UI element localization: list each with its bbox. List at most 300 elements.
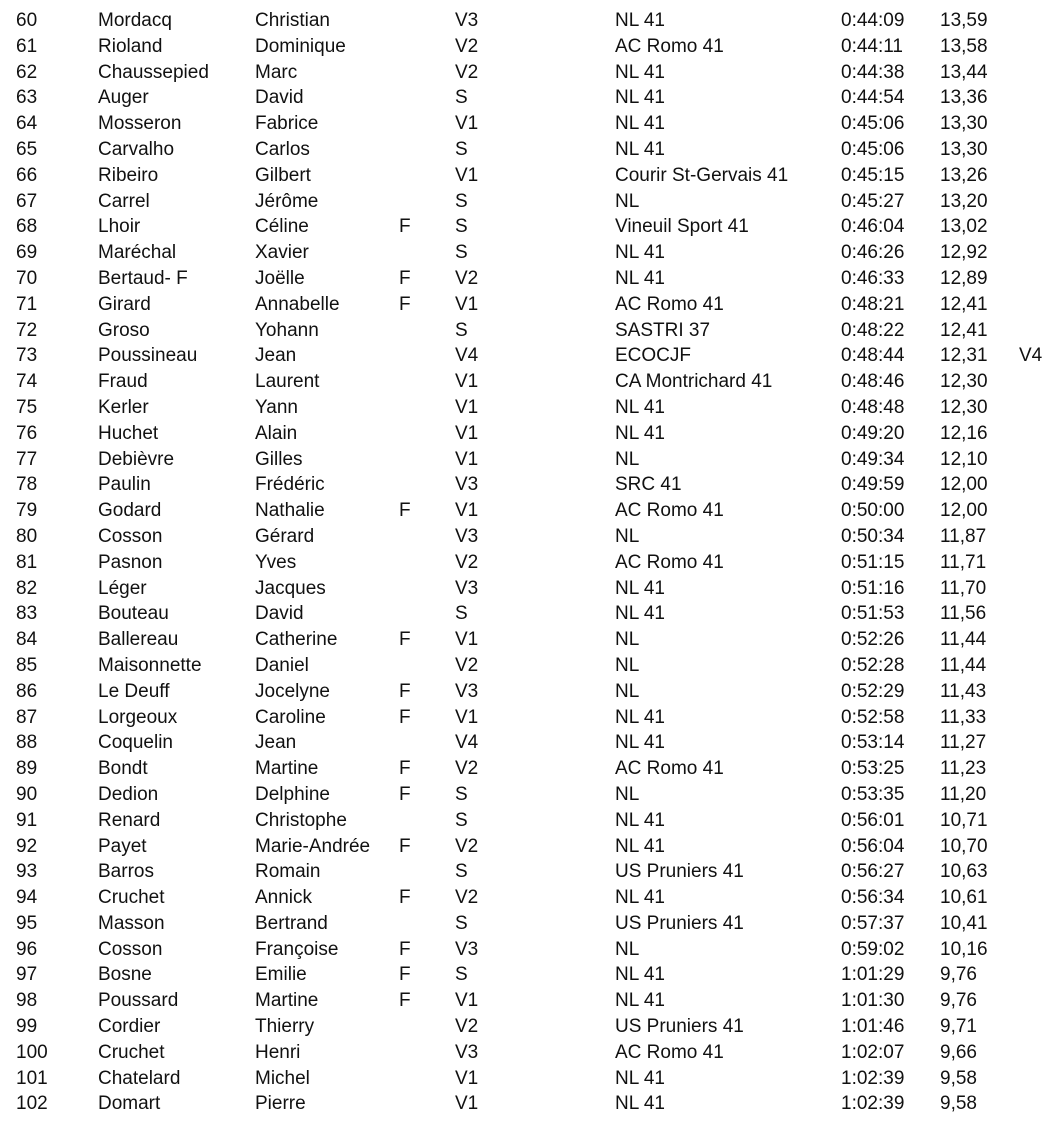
time-cell: 0:49:34	[841, 448, 905, 470]
table-row	[0, 472, 1057, 498]
time-cell: 1:02:07	[841, 1041, 905, 1063]
rank-cell: 86	[16, 680, 38, 702]
table-row	[0, 85, 1057, 111]
club-cell: NL	[615, 938, 640, 960]
category-cell: V1	[455, 990, 479, 1012]
sex-cell: F	[399, 758, 411, 780]
time-cell: 0:59:02	[841, 938, 905, 960]
rank-cell: 60	[16, 10, 38, 31]
table-row	[0, 137, 1057, 163]
club-cell: ECOCJF	[615, 345, 691, 367]
speed-cell: 13,20	[940, 190, 988, 212]
category-cell: S	[455, 242, 468, 264]
club-cell: NL 41	[615, 242, 665, 264]
last-name-cell: Léger	[98, 577, 147, 599]
category-cell: V1	[455, 1093, 479, 1115]
speed-cell: 9,58	[940, 1067, 977, 1089]
time-cell: 0:53:35	[841, 783, 905, 805]
last-name-cell: Huchet	[98, 422, 159, 444]
time-cell: 0:53:25	[841, 758, 905, 780]
rank-cell: 81	[16, 551, 38, 573]
rank-cell: 91	[16, 809, 38, 831]
last-name-cell: Cordier	[98, 1016, 161, 1038]
time-cell: 1:02:39	[841, 1067, 905, 1089]
last-name-cell: Mordacq	[98, 10, 172, 31]
category-cell: S	[455, 809, 468, 831]
time-cell: 0:48:22	[841, 319, 905, 341]
first-name-cell: Martine	[255, 758, 319, 780]
last-name-cell: Mosseron	[98, 113, 182, 135]
speed-cell: 12,30	[940, 396, 988, 418]
first-name-cell: Gilbert	[255, 164, 311, 186]
speed-cell: 13,02	[940, 216, 988, 238]
category-cell: S	[455, 603, 468, 625]
club-cell: NL	[615, 654, 640, 676]
category-cell: V1	[455, 706, 479, 728]
time-cell: 0:56:34	[841, 887, 905, 909]
table-row	[0, 576, 1057, 602]
club-cell: AC Romo 41	[615, 293, 724, 315]
time-cell: 0:52:28	[841, 654, 905, 676]
first-name-cell: Daniel	[255, 654, 309, 676]
category-cell: S	[455, 861, 468, 883]
table-row	[0, 601, 1057, 627]
last-name-cell: Bouteau	[98, 603, 169, 625]
last-name-cell: Ballereau	[98, 629, 179, 651]
club-cell: CA Montrichard 41	[615, 371, 773, 393]
note-cell: V4	[1019, 345, 1043, 367]
rank-cell: 63	[16, 87, 38, 109]
category-cell: V1	[455, 629, 479, 651]
club-cell: NL 41	[615, 603, 665, 625]
rank-cell: 70	[16, 267, 38, 289]
first-name-cell: Thierry	[255, 1016, 315, 1038]
table-row	[0, 1014, 1057, 1040]
first-name-cell: Annick	[255, 887, 313, 909]
last-name-cell: Poussineau	[98, 345, 198, 367]
rank-cell: 74	[16, 371, 38, 393]
first-name-cell: Jacques	[255, 577, 326, 599]
speed-cell: 13,59	[940, 10, 988, 31]
club-cell: NL	[615, 629, 640, 651]
first-name-cell: Céline	[255, 216, 309, 238]
speed-cell: 13,30	[940, 113, 988, 135]
rank-cell: 98	[16, 990, 38, 1012]
table-row	[0, 447, 1057, 473]
first-name-cell: Catherine	[255, 629, 338, 651]
category-cell: S	[455, 138, 468, 160]
table-row	[0, 679, 1057, 705]
last-name-cell: Lorgeoux	[98, 706, 178, 728]
table-row	[0, 756, 1057, 782]
speed-cell: 13,26	[940, 164, 988, 186]
rank-cell: 90	[16, 783, 38, 805]
speed-cell: 10,16	[940, 938, 988, 960]
speed-cell: 12,30	[940, 371, 988, 393]
table-row	[0, 653, 1057, 679]
category-cell: V2	[455, 551, 479, 573]
rank-cell: 82	[16, 577, 38, 599]
table-row	[0, 962, 1057, 988]
speed-cell: 11,23	[940, 758, 987, 780]
category-cell: V3	[455, 525, 479, 547]
time-cell: 0:52:58	[841, 706, 905, 728]
last-name-cell: Barros	[98, 861, 154, 883]
table-row	[0, 60, 1057, 86]
category-cell: V2	[455, 267, 479, 289]
speed-cell: 13,44	[940, 61, 988, 83]
club-cell: NL 41	[615, 1093, 665, 1115]
last-name-cell: Le Deuff	[98, 680, 170, 702]
first-name-cell: Alain	[255, 422, 298, 444]
category-cell: S	[455, 912, 468, 934]
speed-cell: 12,00	[940, 474, 988, 496]
category-cell: S	[455, 964, 468, 986]
sex-cell: F	[399, 629, 411, 651]
club-cell: NL 41	[615, 267, 665, 289]
speed-cell: 12,16	[940, 422, 988, 444]
club-cell: Vineuil Sport 41	[615, 216, 749, 238]
table-row	[0, 1091, 1057, 1117]
category-cell: V3	[455, 1041, 479, 1063]
first-name-cell: Françoise	[255, 938, 339, 960]
category-cell: V3	[455, 577, 479, 599]
rank-cell: 85	[16, 654, 38, 676]
table-row	[0, 34, 1057, 60]
club-cell: US Pruniers 41	[615, 1016, 744, 1038]
rank-cell: 73	[16, 345, 38, 367]
last-name-cell: Ribeiro	[98, 164, 159, 186]
time-cell: 0:56:04	[841, 835, 905, 857]
rank-cell: 88	[16, 732, 38, 754]
last-name-cell: Chaussepied	[98, 61, 209, 83]
table-row	[0, 937, 1057, 963]
time-cell: 0:45:27	[841, 190, 905, 212]
time-cell: 0:45:06	[841, 138, 905, 160]
club-cell: NL 41	[615, 964, 665, 986]
speed-cell: 10,63	[940, 861, 988, 883]
speed-cell: 12,41	[940, 319, 988, 341]
club-cell: US Pruniers 41	[615, 861, 744, 883]
speed-cell: 9,66	[940, 1041, 977, 1063]
speed-cell: 12,10	[940, 448, 988, 470]
time-cell: 0:44:54	[841, 87, 905, 109]
last-name-cell: Cosson	[98, 938, 163, 960]
table-row	[0, 782, 1057, 808]
last-name-cell: Maisonnette	[98, 654, 202, 676]
category-cell: S	[455, 190, 468, 212]
club-cell: NL 41	[615, 10, 665, 31]
first-name-cell: Frédéric	[255, 474, 325, 496]
first-name-cell: Gérard	[255, 525, 315, 547]
time-cell: 0:50:34	[841, 525, 905, 547]
time-cell: 0:52:29	[841, 680, 905, 702]
rank-cell: 93	[16, 861, 38, 883]
time-cell: 0:46:26	[841, 242, 905, 264]
sex-cell: F	[399, 887, 411, 909]
club-cell: NL 41	[615, 887, 665, 909]
first-name-cell: Bertrand	[255, 912, 328, 934]
last-name-cell: Kerler	[98, 396, 149, 418]
first-name-cell: Nathalie	[255, 500, 325, 522]
first-name-cell: Fabrice	[255, 113, 319, 135]
time-cell: 0:49:20	[841, 422, 905, 444]
rank-cell: 79	[16, 500, 38, 522]
last-name-cell: Godard	[98, 500, 162, 522]
time-cell: 0:46:33	[841, 267, 905, 289]
rank-cell: 84	[16, 629, 38, 651]
table-row	[0, 730, 1057, 756]
last-name-cell: Bosne	[98, 964, 152, 986]
sex-cell: F	[399, 706, 411, 728]
time-cell: 0:50:00	[841, 500, 905, 522]
time-cell: 0:51:15	[841, 551, 905, 573]
sex-cell: F	[399, 938, 411, 960]
last-name-cell: Maréchal	[98, 242, 177, 264]
time-cell: 0:46:04	[841, 216, 905, 238]
last-name-cell: Girard	[98, 293, 151, 315]
rank-cell: 61	[16, 35, 38, 57]
club-cell: SRC 41	[615, 474, 682, 496]
category-cell: V1	[455, 371, 479, 393]
category-cell: V4	[455, 732, 479, 754]
time-cell: 1:01:30	[841, 990, 905, 1012]
table-row	[0, 8, 1057, 34]
club-cell: NL 41	[615, 138, 665, 160]
last-name-cell: Poussard	[98, 990, 179, 1012]
first-name-cell: Jérôme	[255, 190, 319, 212]
sex-cell: F	[399, 216, 411, 238]
first-name-cell: Michel	[255, 1067, 310, 1089]
table-row	[0, 1066, 1057, 1092]
time-cell: 0:45:06	[841, 113, 905, 135]
last-name-cell: Bondt	[98, 758, 148, 780]
sex-cell: F	[399, 267, 411, 289]
table-row	[0, 214, 1057, 240]
category-cell: V2	[455, 887, 479, 909]
category-cell: V3	[455, 10, 479, 31]
rank-cell: 67	[16, 190, 38, 212]
last-name-cell: Renard	[98, 809, 161, 831]
time-cell: 0:53:14	[841, 732, 905, 754]
speed-cell: 13,58	[940, 35, 988, 57]
table-row	[0, 550, 1057, 576]
table-row	[0, 343, 1057, 369]
table-row	[0, 318, 1057, 344]
sex-cell: F	[399, 680, 411, 702]
rank-cell: 92	[16, 835, 38, 857]
category-cell: S	[455, 216, 468, 238]
rank-cell: 95	[16, 912, 38, 934]
speed-cell: 9,76	[940, 990, 977, 1012]
club-cell: NL 41	[615, 990, 665, 1012]
last-name-cell: Masson	[98, 912, 165, 934]
speed-cell: 12,00	[940, 500, 988, 522]
last-name-cell: Coquelin	[98, 732, 173, 754]
first-name-cell: Martine	[255, 990, 319, 1012]
last-name-cell: Cosson	[98, 525, 163, 547]
rank-cell: 62	[16, 61, 38, 83]
first-name-cell: Jean	[255, 345, 297, 367]
time-cell: 0:51:16	[841, 577, 905, 599]
time-cell: 0:51:53	[841, 603, 905, 625]
results-table	[0, 8, 1057, 1117]
first-name-cell: Marc	[255, 61, 298, 83]
speed-cell: 12,92	[940, 242, 988, 264]
club-cell: NL 41	[615, 1067, 665, 1089]
time-cell: 0:49:59	[841, 474, 905, 496]
speed-cell: 13,36	[940, 87, 988, 109]
club-cell: NL	[615, 448, 640, 470]
time-cell: 0:44:09	[841, 10, 905, 31]
club-cell: AC Romo 41	[615, 551, 724, 573]
club-cell: NL 41	[615, 61, 665, 83]
club-cell: NL 41	[615, 87, 665, 109]
first-name-cell: Pierre	[255, 1093, 306, 1115]
speed-cell: 12,31	[940, 345, 988, 367]
rank-cell: 96	[16, 938, 38, 960]
club-cell: NL 41	[615, 706, 665, 728]
rank-cell: 72	[16, 319, 38, 341]
first-name-cell: David	[255, 87, 304, 109]
table-row	[0, 266, 1057, 292]
club-cell: Courir St-Gervais 41	[615, 164, 789, 186]
category-cell: V1	[455, 500, 479, 522]
speed-cell: 12,41	[940, 293, 988, 315]
speed-cell: 9,76	[940, 964, 977, 986]
speed-cell: 11,44	[940, 654, 987, 676]
rank-cell: 94	[16, 887, 38, 909]
first-name-cell: Dominique	[255, 35, 346, 57]
time-cell: 0:52:26	[841, 629, 905, 651]
club-cell: NL 41	[615, 835, 665, 857]
club-cell: NL 41	[615, 577, 665, 599]
time-cell: 0:44:11	[841, 35, 903, 57]
first-name-cell: Yann	[255, 396, 298, 418]
rank-cell: 83	[16, 603, 38, 625]
last-name-cell: Domart	[98, 1093, 161, 1115]
time-cell: 0:56:01	[841, 809, 905, 831]
first-name-cell: Jocelyne	[255, 680, 330, 702]
first-name-cell: Henri	[255, 1041, 301, 1063]
table-row	[0, 163, 1057, 189]
last-name-cell: Carvalho	[98, 138, 175, 160]
table-row	[0, 111, 1057, 137]
table-row	[0, 988, 1057, 1014]
sex-cell: F	[399, 783, 411, 805]
speed-cell: 10,41	[940, 912, 988, 934]
time-cell: 0:57:37	[841, 912, 905, 934]
table-row	[0, 705, 1057, 731]
first-name-cell: Laurent	[255, 371, 320, 393]
table-row	[0, 369, 1057, 395]
first-name-cell: Annabelle	[255, 293, 340, 315]
club-cell: NL	[615, 190, 640, 212]
club-cell: SASTRI 37	[615, 319, 711, 341]
club-cell: NL	[615, 783, 640, 805]
rank-cell: 87	[16, 706, 38, 728]
category-cell: V3	[455, 680, 479, 702]
category-cell: S	[455, 319, 468, 341]
rank-cell: 69	[16, 242, 38, 264]
club-cell: NL 41	[615, 422, 665, 444]
first-name-cell: Christophe	[255, 809, 347, 831]
last-name-cell: Fraud	[98, 371, 148, 393]
table-row	[0, 859, 1057, 885]
sex-cell: F	[399, 990, 411, 1012]
last-name-cell: Lhoir	[98, 216, 141, 238]
speed-cell: 11,43	[940, 680, 987, 702]
category-cell: S	[455, 87, 468, 109]
last-name-cell: Payet	[98, 835, 147, 857]
rank-cell: 66	[16, 164, 38, 186]
category-cell: V2	[455, 35, 479, 57]
first-name-cell: Marie-Andrée	[255, 835, 371, 857]
category-cell: V2	[455, 758, 479, 780]
club-cell: NL 41	[615, 396, 665, 418]
category-cell: V1	[455, 448, 479, 470]
table-row	[0, 498, 1057, 524]
last-name-cell: Pasnon	[98, 551, 163, 573]
category-cell: V1	[455, 164, 479, 186]
last-name-cell: Debièvre	[98, 448, 175, 470]
rank-cell: 89	[16, 758, 38, 780]
category-cell: V2	[455, 61, 479, 83]
time-cell: 1:01:29	[841, 964, 905, 986]
category-cell: V2	[455, 835, 479, 857]
table-row	[0, 911, 1057, 937]
table-row	[0, 240, 1057, 266]
time-cell: 1:02:39	[841, 1093, 905, 1115]
last-name-cell: Auger	[98, 87, 149, 109]
table-row	[0, 808, 1057, 834]
first-name-cell: Caroline	[255, 706, 326, 728]
speed-cell: 11,44	[940, 629, 987, 651]
time-cell: 0:45:15	[841, 164, 905, 186]
category-cell: V1	[455, 1067, 479, 1089]
table-row	[0, 421, 1057, 447]
table-row	[0, 834, 1057, 860]
category-cell: V2	[455, 654, 479, 676]
table-row	[0, 885, 1057, 911]
category-cell: V1	[455, 422, 479, 444]
speed-cell: 11,71	[940, 551, 987, 573]
speed-cell: 12,89	[940, 267, 988, 289]
last-name-cell: Rioland	[98, 35, 163, 57]
rank-cell: 78	[16, 474, 38, 496]
club-cell: US Pruniers 41	[615, 912, 744, 934]
speed-cell: 11,20	[940, 783, 987, 805]
speed-cell: 13,30	[940, 138, 988, 160]
last-name-cell: Chatelard	[98, 1067, 181, 1089]
last-name-cell: Cruchet	[98, 1041, 165, 1063]
first-name-cell: Jean	[255, 732, 297, 754]
first-name-cell: Gilles	[255, 448, 303, 470]
category-cell: V2	[455, 1016, 479, 1038]
first-name-cell: Carlos	[255, 138, 310, 160]
last-name-cell: Cruchet	[98, 887, 165, 909]
category-cell: V4	[455, 345, 479, 367]
rank-cell: 101	[16, 1067, 48, 1089]
first-name-cell: Emilie	[255, 964, 307, 986]
speed-cell: 10,70	[940, 835, 988, 857]
speed-cell: 11,56	[940, 603, 987, 625]
speed-cell: 9,71	[940, 1016, 977, 1038]
speed-cell: 10,71	[940, 809, 988, 831]
speed-cell: 9,58	[940, 1093, 977, 1115]
rank-cell: 71	[16, 293, 38, 315]
club-cell: NL	[615, 525, 640, 547]
